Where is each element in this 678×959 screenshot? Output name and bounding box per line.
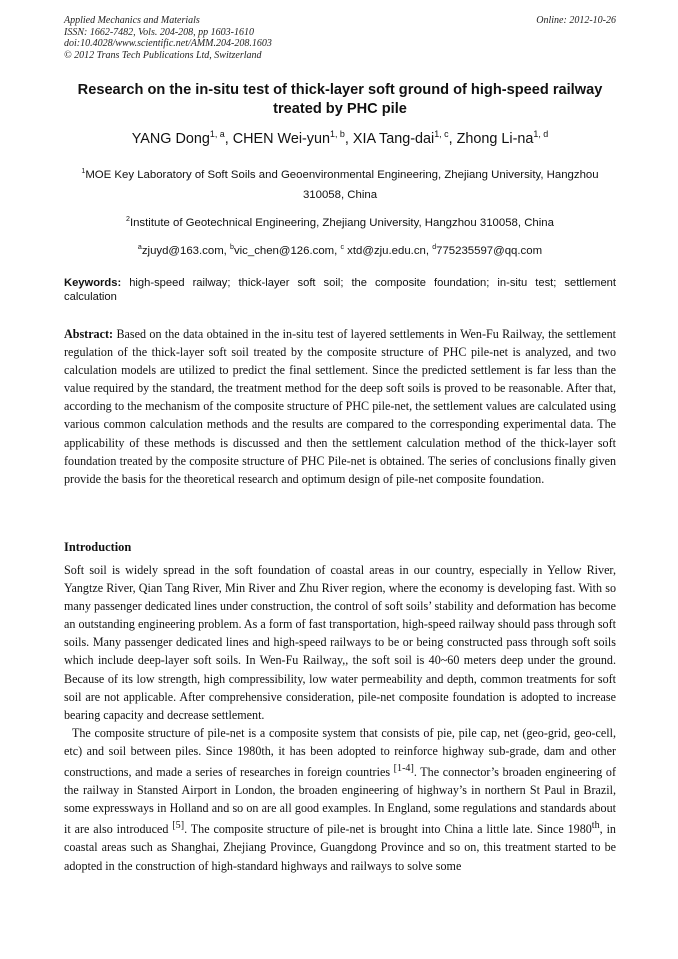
author-name: Zhong Li-na (456, 131, 534, 147)
affiliation-1 (64, 165, 616, 205)
abstract-block (64, 325, 616, 488)
online-date: Online: 2012-10-26 (536, 15, 616, 26)
citation-ref[interactable]: [1-4] (393, 763, 414, 775)
keywords-block (64, 277, 616, 304)
journal-copyright: © 2012 Trans Tech Publications Ltd, Switzerland (64, 49, 262, 61)
intro-text: The composite structure of pile-net is a composite system that consists of pie, pile cap, net (geo-grid, geo-cell, etc) and soil between piles. Since 1980th, it has been adopted to reinforce highway sub-grade, dam and other constructions, and made a series of researches in foreign countries (64, 725, 616, 780)
affiliation-2 (64, 213, 616, 233)
author-name: YANG Dong (131, 131, 210, 147)
email-list (64, 242, 616, 260)
citation-ref[interactable]: [5] (172, 820, 185, 832)
author-separator: , (224, 131, 233, 147)
author-affiliation-mark: 1, b (330, 129, 345, 140)
affiliation-mark: 1 (81, 168, 86, 176)
intro-paragraph-2 (64, 724, 616, 875)
author-separator: , (344, 131, 353, 147)
journal-name: Applied Mechanics and Materials (64, 15, 200, 26)
author-separator: , (448, 131, 457, 147)
section-heading-introduction: Introduction (64, 540, 132, 554)
journal-doi: doi:10.4028/www.scientific.net/AMM.204-208.1603 (64, 38, 272, 49)
affiliation-mark: 2 (126, 216, 130, 224)
author-name: XIA Tang-dai (352, 131, 435, 147)
email-mark: d (432, 244, 437, 252)
author-affiliation-mark: 1, d (533, 129, 549, 140)
email-mark: a (137, 244, 142, 252)
email-address[interactable]: zjuyd@163.com, (141, 245, 231, 257)
journal-header (64, 15, 616, 61)
author-name: CHEN Wei-yun (232, 131, 331, 147)
affiliation-text: Institute of Geotechnical Engineering, Zhejiang University, Hangzhou 310058, China (129, 217, 554, 229)
paper-title: Research on the in-situ test of thick-layer soft ground of high-speed railway treated by PHC pile (77, 82, 603, 117)
email-mark: b (230, 244, 234, 252)
intro-text: . The connector’s broaden engineering of the railway in Stansted Airport in London, the broaden engineering of highway’s in northern St Paul in Brazil, some expressways in Holland and so on are all good examples. In England, some regulations and standards about it are also introduced (64, 765, 616, 837)
ordinal-suffix: th (591, 820, 600, 832)
keywords-text: high-speed railway; thick-layer soft soil; the composite foundation; in-situ test; settlement calculation (64, 277, 616, 303)
email-address[interactable]: xtd@zju.edu.cn, (344, 245, 433, 257)
introduction-body (64, 561, 616, 875)
author-affiliation-mark: 1, a (209, 129, 225, 140)
email-mark: c (340, 244, 345, 252)
intro-text: . The composite structure of pile-net is brought into China a little late. Since 1980 (184, 822, 592, 837)
author-affiliation-mark: 1, c (434, 129, 449, 140)
affiliation-text: MOE Key Laboratory of Soft Soils and Geoenvironmental Engineering, Zhejiang University, Hangzhou 310058, China (85, 169, 599, 201)
intro-text: , in coastal areas such as Shanghai, Zhejiang Province, Guangdong Province and so on, this treatment started to be adopted in the construction of high-standard highways and railways to solve some (64, 822, 616, 873)
intro-paragraph-1: Soft soil is widely spread in the soft foundation of coastal areas in our country, especially in Yellow River, Yangtze River, Qian Tang River, Min River and Zhu River region, where the economy is developing fast. With so many passenger dedicated lines under construction, the control of soft soils’ stability and deformation has become an outstanding engineering problem. As a form of fast transportation, high-speed railway should pass through soft soils. Many passenger dedicated lines and high-speed railways to be or being constructed pass through soft soils which include deep-layer soft soils. In Wen-Fu Railway,, the soft soil is 40~60 meters deep under the ground. Because of its low strength, high compressibility, low water permeability and depth, common treatments for soft soil are not applicable. After comprehensive consideration, pile-net composite foundation is adopted to increase bearing capacity and decrease settlement. (64, 563, 616, 722)
abstract-label: Abstract: (64, 327, 114, 341)
author-list (64, 130, 616, 148)
abstract-text: Based on the data obtained in the in-situ test of layered settlements in Wen-Fu Railway, the settlement regulation of the thick-layer soft soil treated by the composite structure of PHC pile-net is analyzed, and two calculation models are utilized to predict the final settlement. Since the predicted settlement is far less than the value required by the standard, the treatment method for the deep soft soils is proved to be reasonable. After that, according to the mechanism of the composite structure of PHC pile-net, the settlement values are calculated using various common calculation methods and the results are compared to the corresponding experimental data. The applicability of these methods is discussed and then the settlement calculation method of the thick-layer soft foundation treated by the composite structure of PHC Pile-net is obtained. The series of conclusions finally given provide the basis for the theoretical research and optimum design of pile-net composite foundation. (64, 327, 616, 486)
keywords-label: Keywords: (64, 277, 122, 289)
email-address[interactable]: 775235597@qq.com (436, 245, 543, 257)
email-address[interactable]: vic_chen@126.com, (233, 245, 341, 257)
journal-issn: ISSN: 1662-7482, Vols. 204-208, pp 1603-1610 (64, 26, 254, 38)
